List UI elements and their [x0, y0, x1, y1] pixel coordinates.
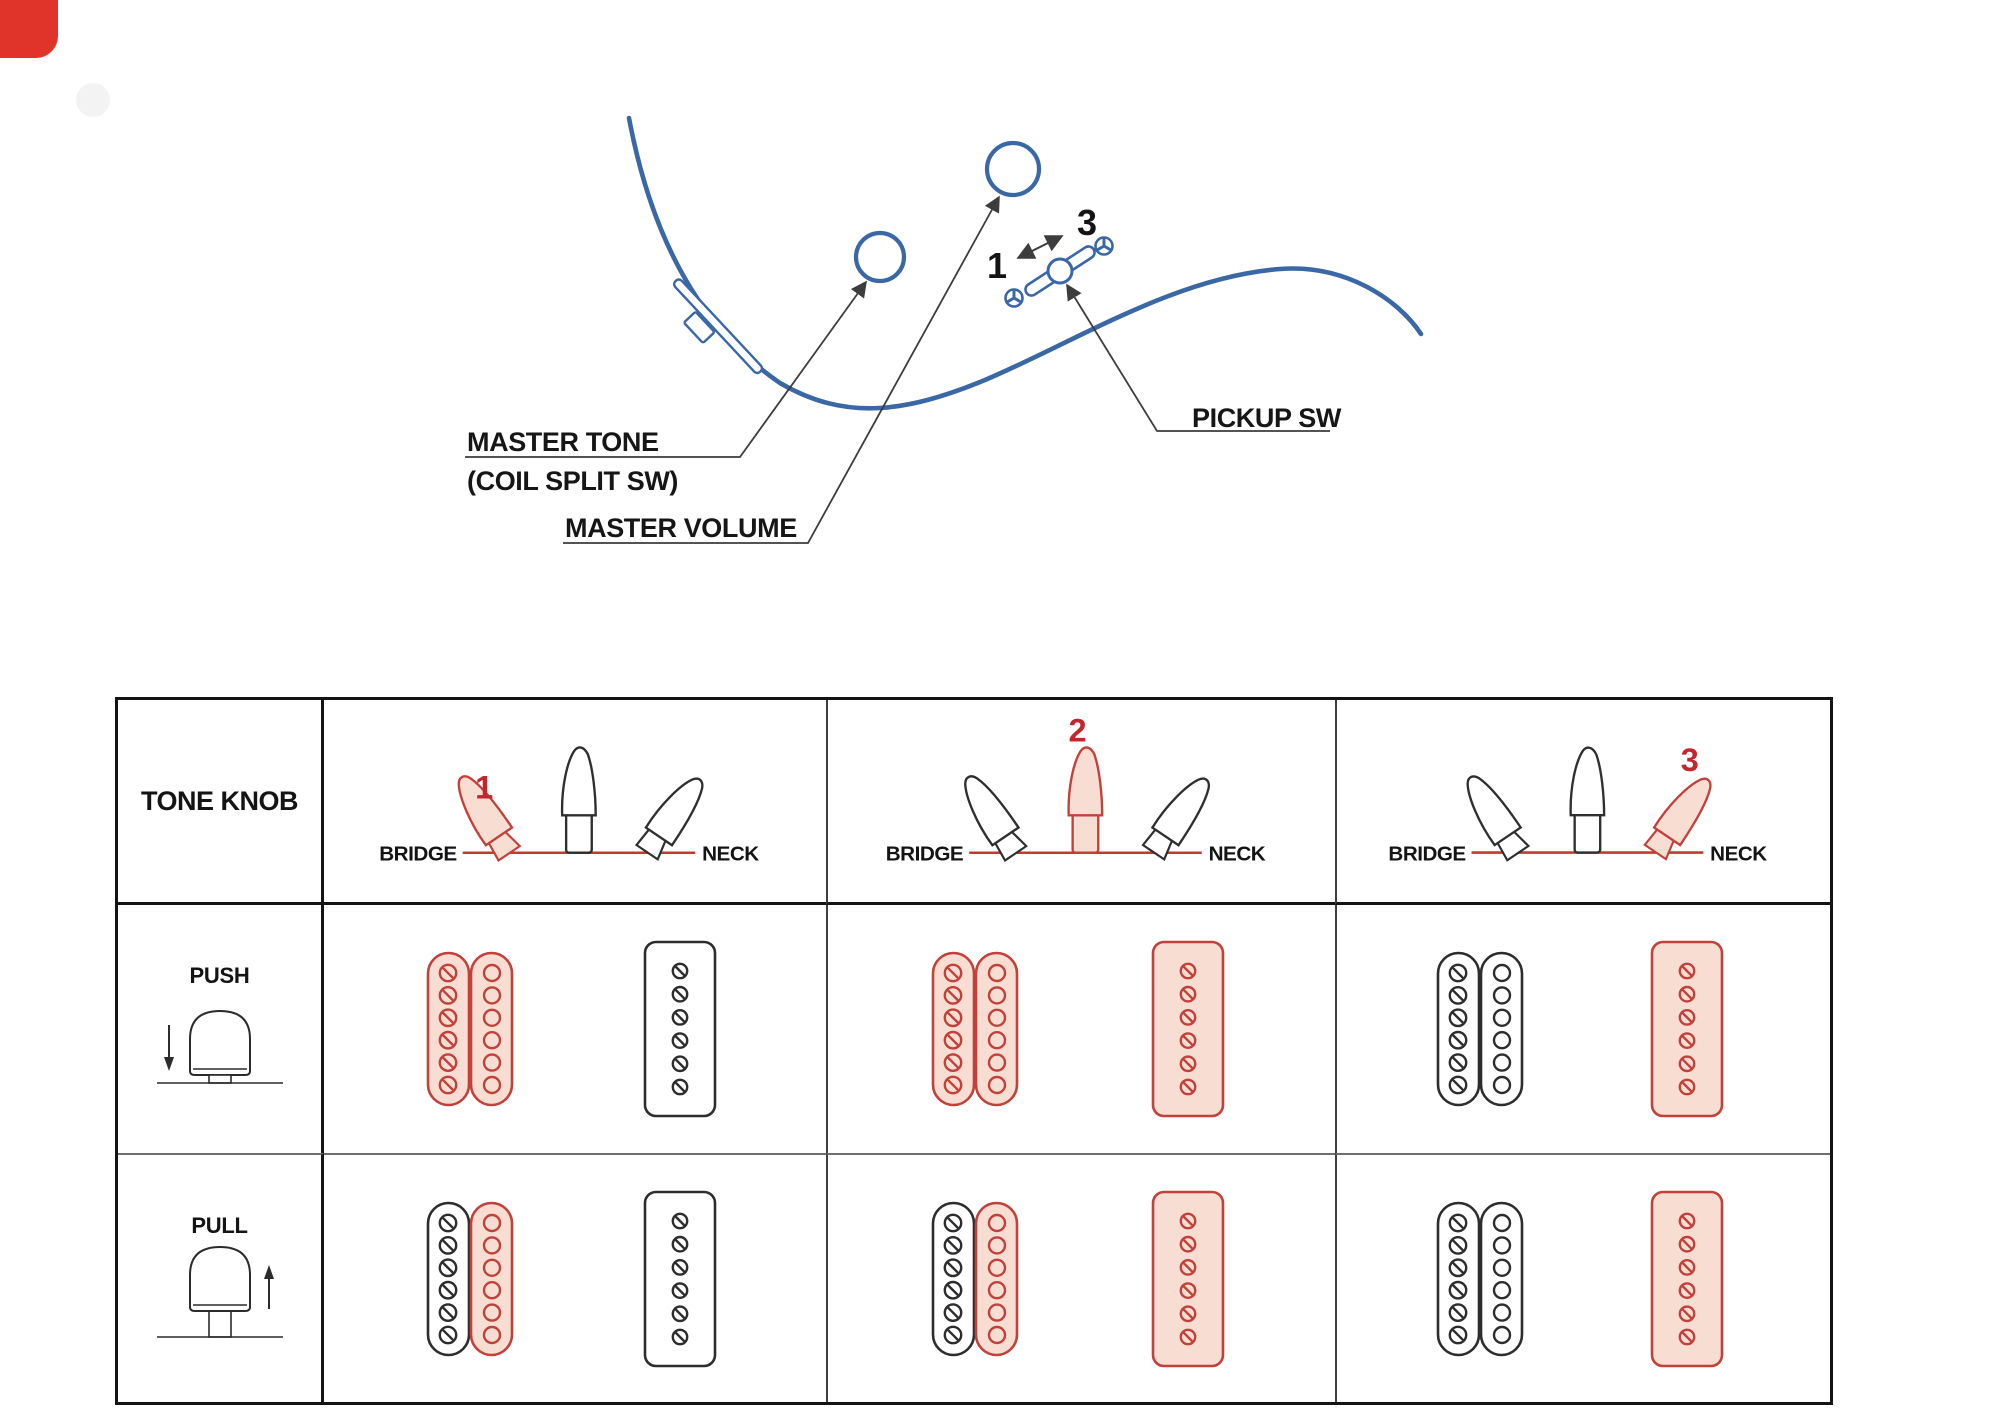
neck-pickup-state-on: [1151, 940, 1225, 1118]
g-shape: [1643, 770, 1719, 862]
pickup-sw-label: PICKUP SW: [1192, 403, 1341, 433]
pole-slug: [1494, 1055, 1510, 1071]
neck-soapbar: [643, 1190, 717, 1368]
switch-position-diagram: [1337, 700, 1830, 902]
bridge-humbucker: [931, 951, 1019, 1107]
switch-lever-upright: [562, 747, 596, 852]
bridge-pickup-state-full: [426, 951, 514, 1107]
push-label: PUSH: [189, 963, 250, 988]
cell-push-pos2: [826, 905, 1335, 1153]
pole-slug: [1494, 965, 1510, 981]
bridge-pickup-state-split: [426, 1201, 514, 1357]
g-shape: [1571, 748, 1604, 853]
pole-slug: [989, 1237, 1005, 1253]
neck-label: NECK: [1208, 842, 1266, 866]
cell-push-pos1: [324, 905, 826, 1153]
g-shape: [562, 747, 596, 852]
bridge-humbucker: [1436, 1201, 1524, 1357]
switch-pivot: [1048, 259, 1072, 283]
tone-knob-label: TONE KNOB: [140, 785, 298, 816]
master-tone-label: [467, 426, 678, 498]
pull-row-label-cell: [118, 1153, 324, 1402]
pole-slug: [1494, 1077, 1510, 1093]
pole-slug: [1494, 1237, 1510, 1253]
cell-pull-pos2: [826, 1153, 1335, 1402]
g-shape: [953, 770, 1029, 862]
position-number: 2: [1068, 712, 1087, 749]
pull-knob-icon: [145, 1245, 295, 1345]
corner-logo-mark: [0, 0, 58, 58]
pole-slug: [1494, 1259, 1510, 1275]
pole-slug: [989, 1055, 1005, 1071]
switch-lever-upright: [1069, 747, 1103, 852]
tone-knob-header-cell: [118, 700, 324, 905]
output-jack-plate: [659, 278, 763, 387]
switch-lever-tilted: [1141, 770, 1217, 862]
pull-label: PULL: [191, 1212, 248, 1238]
down-arrow-head: [164, 1057, 174, 1071]
master-tone-label-line1: MASTER TONE: [467, 427, 659, 457]
bridge-pickup-state-off: [1436, 951, 1524, 1107]
bridge-pickup-state-off: [1436, 1201, 1524, 1357]
pole-slug: [484, 1032, 500, 1048]
pole-slug: [1494, 1282, 1510, 1298]
switch-pos-3-label: 3: [1076, 202, 1098, 243]
bridge-pickup-state-full: [931, 951, 1019, 1107]
pole-slug: [484, 1237, 500, 1253]
pole-slug: [484, 1282, 500, 1298]
bridge-humbucker: [931, 1201, 1019, 1357]
pole-slug: [989, 1282, 1005, 1298]
pole-slug: [484, 1327, 500, 1343]
path-shape: [1654, 770, 1719, 845]
bridge-pickup-state-split: [931, 1201, 1019, 1357]
master-volume-label: MASTER VOLUME: [565, 513, 797, 543]
pole-slug: [989, 1010, 1005, 1026]
watermark-dot: [76, 83, 110, 117]
neck-label: NECK: [702, 842, 759, 866]
push-knob-icon: [145, 995, 295, 1095]
pole-slug: [484, 1055, 500, 1071]
path-shape: [562, 747, 596, 815]
neck-soapbar: [1650, 940, 1724, 1118]
g-shape: [635, 770, 711, 862]
header-switch-position-2: [826, 700, 1335, 905]
header-switch-position-3: [1335, 700, 1830, 905]
position-number: 1: [475, 769, 494, 806]
pole-slug: [484, 1077, 500, 1093]
cell-push-pos3: [1335, 905, 1830, 1153]
position-number: 3: [1680, 742, 1699, 779]
neck-pickup-state-on: [1151, 1190, 1225, 1368]
pole-slug: [1494, 1304, 1510, 1320]
rect-shape: [566, 813, 592, 852]
bridge-humbucker: [1436, 951, 1524, 1107]
neck-label: NECK: [1710, 842, 1767, 866]
neck-soapbar: [643, 940, 717, 1118]
bridge-label: BRIDGE: [885, 842, 964, 866]
master-volume-knob: [987, 143, 1039, 195]
pole-slug: [989, 1327, 1005, 1343]
pickup-switch: [1006, 238, 1113, 307]
pole-slug: [989, 1304, 1005, 1320]
switch-lever-upright: [1571, 748, 1604, 853]
knob-pull-icon: [145, 1245, 295, 1345]
switch-lever-tilted: [953, 770, 1029, 862]
cell-pull-pos1: [324, 1153, 826, 1402]
switch-screw-right: [1096, 238, 1113, 255]
path-shape: [1069, 747, 1103, 815]
knob-dome: [190, 1011, 250, 1075]
master-tone-knob: [856, 233, 904, 281]
bridge-humbucker: [426, 1201, 514, 1357]
rect-shape: [1073, 813, 1099, 852]
pole-slug: [989, 965, 1005, 981]
switch-position-diagram: [324, 700, 826, 902]
pole-slug: [484, 1304, 500, 1320]
rect-shape: [1575, 813, 1601, 852]
neck-soapbar: [1151, 1190, 1225, 1368]
switch-lever-tilted: [1643, 770, 1719, 862]
pole-slug: [989, 1259, 1005, 1275]
switch-pos-1-label: 1: [986, 245, 1008, 286]
pole-slug: [1494, 1032, 1510, 1048]
guitar-control-diagram: [0, 0, 2000, 660]
pole-slug: [989, 1032, 1005, 1048]
bridge-label: BRIDGE: [1388, 842, 1466, 866]
g-shape: [1456, 770, 1532, 862]
pole-slug: [1494, 1010, 1510, 1026]
knob-dome: [190, 1247, 250, 1311]
pole-slug: [484, 1010, 500, 1026]
switch-lever-tilted: [1456, 770, 1532, 862]
knob-stem: [209, 1075, 231, 1083]
master-tone-label-line2: (COIL SPLIT SW): [467, 465, 678, 496]
neck-soapbar: [1151, 940, 1225, 1118]
switch-screw-left: [1006, 290, 1023, 307]
pole-slug: [989, 1215, 1005, 1231]
path-shape: [953, 770, 1018, 846]
pole-slug: [484, 965, 500, 981]
bridge-label: BRIDGE: [379, 842, 457, 866]
neck-pickup-state-off: [643, 1190, 717, 1368]
knob-push-icon: [145, 995, 295, 1095]
bridge-humbucker: [426, 951, 514, 1107]
switch-lever-tilted: [635, 770, 711, 862]
path-shape: [646, 770, 711, 846]
neck-pickup-state-on: [1650, 1190, 1724, 1368]
knob-stem: [209, 1309, 231, 1337]
pole-slug: [1494, 1215, 1510, 1231]
pole-slug: [1494, 1327, 1510, 1343]
cell-pull-pos3: [1335, 1153, 1830, 1402]
push-row-label-cell: [118, 905, 324, 1153]
pole-slug: [484, 1215, 500, 1231]
path-shape: [1571, 748, 1604, 816]
pole-slug: [989, 987, 1005, 1003]
switch-travel-arrow: [1018, 236, 1062, 258]
g-shape: [1141, 770, 1217, 862]
neck-pickup-state-off: [643, 940, 717, 1118]
g-shape: [1069, 747, 1103, 852]
path-shape: [1152, 770, 1217, 846]
neck-soapbar: [1650, 1190, 1724, 1368]
neck-pickup-state-on: [1650, 940, 1724, 1118]
pole-slug: [484, 1259, 500, 1275]
header-switch-position-1: [324, 700, 826, 905]
up-arrow-head: [264, 1265, 274, 1279]
pole-slug: [484, 987, 500, 1003]
pickup-selector-table: [115, 697, 1833, 1405]
pole-slug: [989, 1077, 1005, 1093]
path-shape: [1456, 770, 1521, 845]
switch-position-diagram: [828, 700, 1335, 902]
pole-slug: [1494, 987, 1510, 1003]
